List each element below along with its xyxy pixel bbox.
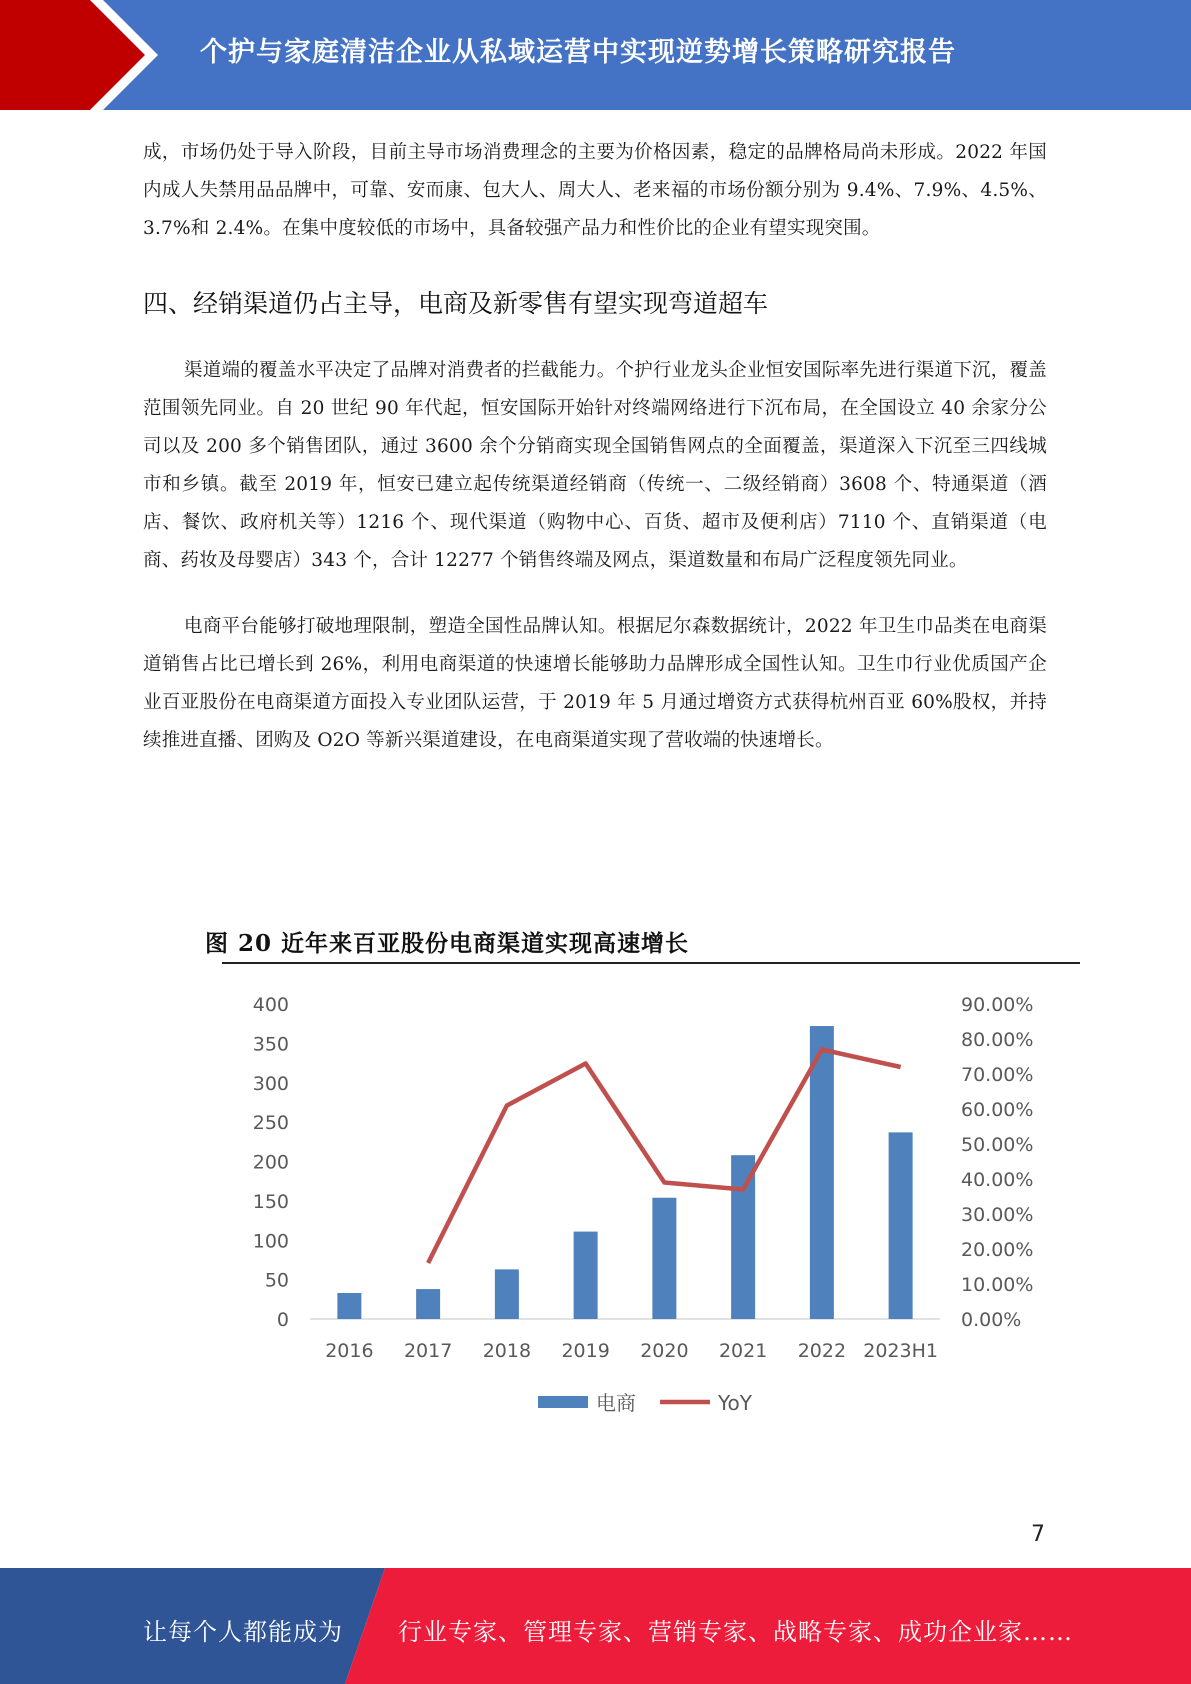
paragraph-ecommerce: 电商平台能够打破地理限制，塑造全国性品牌认知。根据尼尔森数据统计，2022 年卫生巾品类在电商渠道销售占比已增长到 26%，利用电商渠道的快速增长能够助力品牌形成全国性认知。卫生巾行业优质国产企业百亚股份在电商渠道方面投入专业团队运营，于 2019 年 5 月通过增资方式获得杭州百亚 60%股权，并持续推进直播、团购及 O2O 等新兴渠道建设，在电商渠道实现了营收端的快速增长。 [143, 616, 1047, 751]
legend-swatch-ecommerce [538, 1396, 588, 1408]
ecommerce-growth-chart [205, 925, 1080, 1425]
x-axis-tick-label: 2020 [640, 1340, 689, 1362]
left-axis-tick-label: 0 [276, 1309, 289, 1331]
legend-label-ecommerce: 电商 [596, 1391, 636, 1415]
figure-20 [205, 925, 1080, 1415]
x-axis-tick-label: 2016 [325, 1340, 374, 1362]
left-axis-tick-label: 50 [264, 1269, 289, 1292]
x-axis-tick-label: 2023H1 [863, 1340, 938, 1362]
report-title: 个护与家庭清洁企业从私域运营中实现逆势增长策略研究报告 [200, 37, 956, 68]
legend-label-yoy: YoY [718, 1391, 753, 1415]
footer-slogan-left: 让每个人都能成为 [143, 1618, 343, 1646]
left-axis-tick-label: 150 [252, 1190, 289, 1213]
bar-ecommerce [416, 1289, 440, 1319]
right-axis-tick-label: 60.00% [961, 1099, 1034, 1121]
page-footer [0, 1568, 1191, 1684]
section-heading: 四、经销渠道仍占主导，电商及新零售有望实现弯道超车 [143, 289, 769, 318]
left-axis-tick-label: 200 [252, 1151, 289, 1174]
right-axis-tick-label: 70.00% [961, 1064, 1034, 1086]
x-axis-tick-label: 2021 [718, 1340, 768, 1362]
right-axis-tick-label: 30.00% [961, 1204, 1034, 1226]
page-number: 7 [1031, 1522, 1045, 1547]
header-arrow-decoration [0, 0, 160, 110]
x-axis-tick-label: 2019 [561, 1340, 610, 1362]
bar-ecommerce [337, 1293, 361, 1319]
right-axis-tick-label: 90.00% [961, 994, 1034, 1016]
paragraph-channel-coverage: 渠道端的覆盖水平决定了品牌对消费者的拦截能力。个护行业龙头企业恒安国际率先进行渠道下沉，覆盖范围领先同业。自 20 世纪 90 年代起，恒安国际开始针对终端网络进行下沉布局，在全国设立 40 余家分公司以及 200 多个销售团队，通过 3600 余个分销商实现全国销售网点的全面覆盖，渠道深入下沉至三四线城市和乡镇。截至 2019 年，恒安已建立起传统渠道经销商（传统一、二级经销商）3608 个、特通渠道（酒店、餐饮、政府机关等）1216 个、现代渠道（购物中心、百货、超市及便利店）7110 个、直销渠道（电商、药妆及母婴店）343 个，合计 12277 个销售终端及网点，渠道数量和布局广泛程度领先同业。 [143, 360, 1047, 571]
bar-ecommerce [810, 1026, 834, 1319]
x-axis-tick-label: 2017 [403, 1340, 453, 1362]
figure-caption: 图 20 近年来百亚股份电商渠道实现高速增长 [205, 930, 690, 957]
bar-ecommerce [574, 1232, 598, 1319]
x-axis-tick-label: 2018 [482, 1340, 532, 1362]
bar-ecommerce [889, 1132, 913, 1319]
left-axis-tick-label: 300 [252, 1072, 289, 1095]
left-axis-tick-label: 100 [252, 1230, 289, 1253]
right-axis-tick-label: 10.00% [961, 1274, 1034, 1296]
intro-paragraph: 成，市场仍处于导入阶段，目前主导市场消费理念的主要为价格因素，稳定的品牌格局尚未形成。2022 年国内成人失禁用品品牌中，可靠、安而康、包大人、周大人、老来福的市场份额分别为 9.4%、7.9%、4.5%、3.7%和 2.4%。在集中度较低的市场中，具备较强产品力和性价比的企业有望实现突围。 [143, 142, 1047, 239]
left-axis-tick-label: 350 [252, 1033, 289, 1056]
x-axis-tick-label: 2022 [797, 1340, 847, 1362]
left-axis-tick-label: 250 [252, 1112, 289, 1135]
bar-ecommerce [731, 1155, 755, 1319]
bar-ecommerce [495, 1269, 519, 1319]
page-header [0, 0, 1191, 110]
right-axis-tick-label: 50.00% [961, 1134, 1034, 1156]
right-axis-tick-label: 0.00% [961, 1309, 1022, 1331]
bar-ecommerce [652, 1198, 676, 1319]
right-axis-tick-label: 80.00% [961, 1029, 1034, 1051]
left-axis-tick-label: 400 [252, 994, 289, 1016]
right-axis-tick-label: 40.00% [961, 1169, 1034, 1191]
right-axis-tick-label: 20.00% [961, 1239, 1034, 1261]
page-content [143, 134, 1047, 760]
footer-slogan-right: 行业专家、管理专家、营销专家、战略专家、成功企业家…… [398, 1618, 1073, 1646]
